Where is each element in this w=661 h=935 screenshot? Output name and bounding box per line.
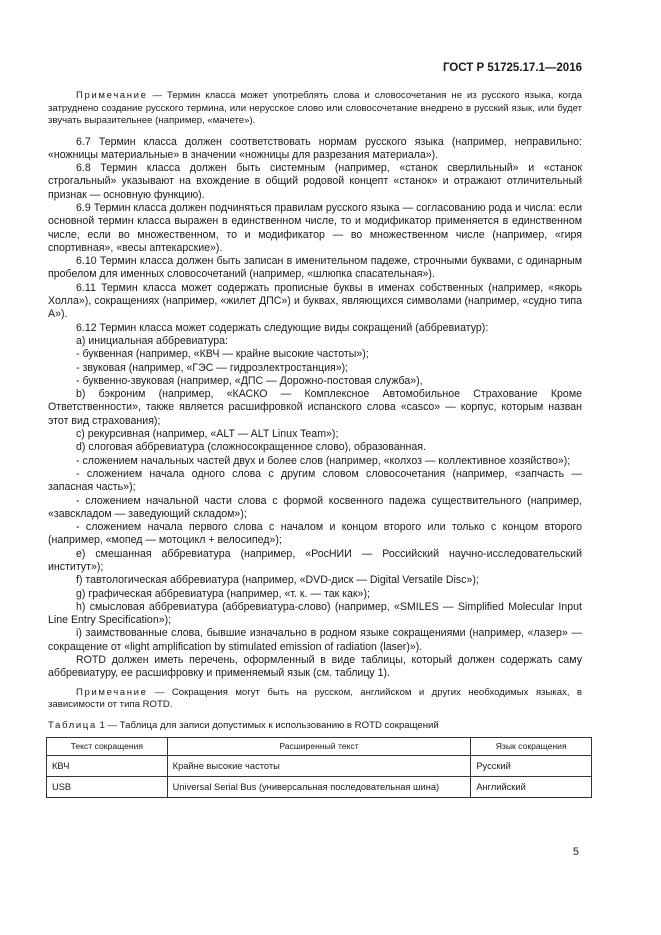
note-1-lead: Примечание xyxy=(76,90,148,101)
list-subitem: - сложением начальных частей двух и более слов (например, «колхоз — коллективное хозяйство»); xyxy=(76,454,571,467)
paragraph-6-9: 6.9 Термин класса должен подчиняться правилам русского языка — согласованию рода и числа: если основной термин класса выражен в единственном числе, то и модификатор применяется в единственном числе, если во множественном, то и модификатор — во множественном числе (например, «гиря спортивная», «весы аптекарские»). xyxy=(48,201,582,254)
column-header-abbreviation: Текст сокращения xyxy=(47,737,168,755)
list-subitem: - сложением начала первого слова с началом и концом второго или только с концом второго (например, «мопед — мотоцикл + велосипед»); xyxy=(48,521,582,547)
table-row xyxy=(47,776,592,797)
abbreviations-table xyxy=(46,737,592,798)
table-cell: USB xyxy=(47,776,168,797)
list-subitem: - буквенно-звуковая (например, «ДПС — Дорожно-постовая служба»), xyxy=(76,374,423,387)
list-item-d: d) слоговая аббревиатура (сложносокращенное слово), образованная. xyxy=(76,441,426,454)
table-cell: Крайне высокие частоты xyxy=(167,755,471,776)
note-1-text: — Термин класса может употреблять слова и словосочетания не из русского языка, когда затруднено создание русского термина, или нерусское слово или словосочетание внедрено в русский язык, или будет звучать выразительнее (например, «мачете»). xyxy=(48,90,582,126)
paragraph-6-7: 6.7 Термин класса должен соответствовать нормам русского языка (например, неправильно: «ножницы материальные» в значении «ножницы для разрезания материала»). xyxy=(48,135,582,161)
paragraph-rotd: ROTD должен иметь перечень, оформленный в виде таблицы, который должен содержать саму аббревиатуру, ее расшифровку и применяемый язык (см. таблицу 1). xyxy=(48,654,582,680)
list-item-e: e) смешанная аббревиатура (например, «РосНИИ — Российский научно-исследовательский институт»); xyxy=(48,547,582,573)
list-subitem: - сложением начальной части слова с формой косвенного падежа существительного (например, «завскладом — заведующий складом»); xyxy=(48,494,582,520)
page-content xyxy=(48,90,582,798)
list-subitem: - звуковая (например, «ГЭС — гидроэлектростанция»); xyxy=(76,361,349,374)
list-subitem: - сложением начала одного слова с другим словом словосочетания (например, «запчасть — запасная часть»); xyxy=(48,467,582,494)
table-caption-text: 1 — Таблица для записи допустимых к использованию в ROTD сокращений xyxy=(96,719,439,731)
table-cell: КВЧ xyxy=(47,755,168,776)
list-item-f: f) тавтологическая аббревиатура (например, «DVD-диск — Digital Versatile Disc»); xyxy=(76,574,479,587)
document-number: ГОСТ Р 51725.17.1—2016 xyxy=(442,62,582,74)
table-caption xyxy=(48,720,582,731)
table-cell: Английский xyxy=(471,776,592,797)
list-item-i: i) заимствованные слова, бывшие изначально в родном языке сокращениями (например, «лазер» — сокращение от «light amplification by stimulated emission of radiation (laser)»). xyxy=(48,627,582,653)
list-subitem: - буквенная (например, «КВЧ — крайне высокие частоты»); xyxy=(76,348,369,361)
paragraph-6-11: 6.11 Термин класса может содержать прописные буквы в именах собственных (например, «якорь Холла»), сокращениях (например, «жилет ДПС») и буквах, являющихся символами (например, «судно типа А»). xyxy=(48,281,582,321)
table-row xyxy=(47,755,592,776)
table-caption-lead: Таблица xyxy=(48,719,97,731)
note-2-lead: Примечание xyxy=(76,686,148,698)
list-item-h: h) смысловая аббревиатура (аббревиатура-слово) (например, «SMILES — Simplified Molecular Input Line Entry Specification»); xyxy=(48,600,582,627)
table-header-row xyxy=(47,737,592,755)
note-1 xyxy=(48,90,582,128)
note-2-text: — Сокращения могут быть на русском, английском и других необходимых языках, в зависимости от типа ROTD. xyxy=(48,686,582,711)
paragraph-6-12: 6.12 Термин класса может содержать следующие виды сокращений (аббревиатур): xyxy=(76,321,489,334)
column-header-language: Язык сокращения xyxy=(471,737,592,755)
list-item-a: a) инициальная аббревиатура: xyxy=(76,334,228,347)
list-item-c: c) рекурсивная (например, «ALT — ALT Linux Team»); xyxy=(76,428,339,441)
column-header-expanded-text: Расширенный текст xyxy=(167,737,471,755)
note-2 xyxy=(48,687,582,712)
table-cell: Universal Serial Bus (универсальная последовательная шина) xyxy=(167,776,471,797)
list-item-b: b) бэкроним (например, «КАСКО — Комплексное Автомобильное Страхование Кроме Ответственности», также является расшифровкой испанского слова «casco» — корпус, которым назван этот вид страхования); xyxy=(48,388,582,427)
paragraph-6-10: 6.10 Термин класса должен быть записан в именительном падеже, строчными буквами, с одинарным пробелом для именных словосочетаний (например, «шлюпка спасательная»). xyxy=(48,255,582,281)
page-number: 5 xyxy=(572,846,579,858)
paragraph-6-8: 6.8 Термин класса должен быть системным (например, «станок сверлильный» и «станок строгальный» указывают на вхождение в общий родовой концепт «станок» и отражают отличительный признак — основную функцию). xyxy=(48,162,582,201)
list-item-g: g) графическая аббревиатура (например, «т. к. — так как»); xyxy=(76,587,370,600)
table-cell: Русский xyxy=(471,755,592,776)
